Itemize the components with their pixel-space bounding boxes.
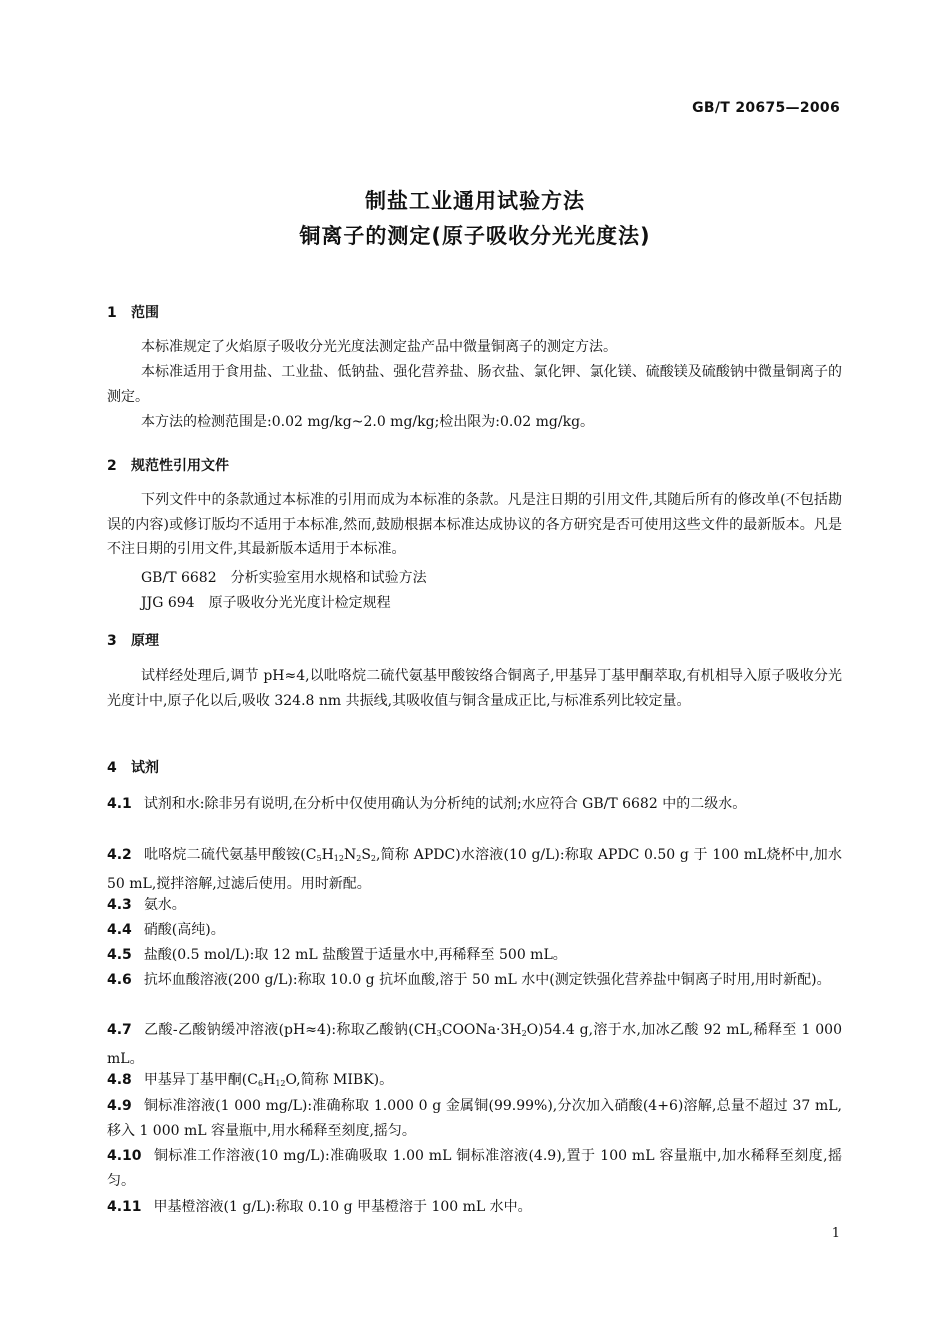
clause-4-8: [107, 1068, 842, 1097]
clause-number: 4.5: [107, 947, 132, 963]
subscript: 6: [258, 1079, 264, 1088]
clause-text: 抗坏血酸溶液(200 g/L):称取 10.0 g 抗坏血酸,溶于 50 mL 水中(测定铁强化营养盐中铜离子时用,用时新配)。: [143, 972, 831, 988]
clause-number: 4.9: [107, 1098, 132, 1114]
clause-4-1: [107, 792, 842, 817]
clause-number: 4.2: [107, 847, 132, 863]
paragraph: 本标准适用于食用盐、工业盐、低钠盐、强化营养盐、肠衣盐、氯化钾、氯化镁、硫酸镁及硫酸钠中微量铜离子的测定。: [107, 364, 842, 405]
paragraph: 本标准规定了火焰原子吸收分光光度法测定盐产品中微量铜离子的测定方法。: [141, 339, 617, 355]
clause-text: COONa·3H: [441, 1022, 522, 1038]
section-number: 3: [107, 633, 117, 649]
paragraph: 下列文件中的条款通过本标准的引用而成为本标准的条款。凡是注日期的引用文件,其随后所有的修改单(不包括勘误的内容)或修订版均不适用于本标准,然而,鼓励根据本标准达成协议的各方研究是否可使用这些文件的最新版本。凡是不注日期的引用文件,其最新版本适用于本标准。: [107, 492, 842, 557]
clause-text: S: [361, 847, 371, 863]
clause-4-9: [107, 1094, 842, 1143]
paragraph: 本方法的检测范围是:0.02 mg/kg~2.0 mg/kg;检出限为:0.02 mg/kg。: [141, 414, 595, 430]
standard-code: GB/T 20675—2006: [692, 100, 840, 116]
clause-4-4: [107, 918, 842, 943]
section-heading-principle: [107, 630, 159, 650]
clause-number: 4.1: [107, 796, 132, 812]
reference-item: JJG 694 原子吸收分光光度计检定规程: [141, 595, 391, 611]
clause-text: ,简称 APDC)水溶液(10 g/L):称取 APDC 0.50 g 于 100 mL烧杯中,加水 50 mL,搅拌溶解,过滤后使用。用时新配。: [107, 847, 842, 892]
clause-number: 4.10: [107, 1148, 142, 1164]
section-heading-reagents: [107, 757, 159, 777]
section-number: 4: [107, 760, 117, 776]
section-number: 1: [107, 305, 117, 321]
clause-4-3: [107, 893, 842, 918]
subscript: 2: [521, 1029, 527, 1038]
clause-text: 铜标准溶液(1 000 mg/L):准确称取 1.000 0 g 金属铜(99.99%),分次加入硝酸(4+6)溶解,总量不超过 37 mL,移入 1 000 mL 容量瓶中,用水稀释至刻度,摇匀。: [107, 1098, 842, 1139]
clause-4-6: [107, 968, 842, 993]
subscript: 2: [370, 854, 377, 863]
subscript: 2: [356, 854, 362, 863]
clause-number: 4.4: [107, 922, 132, 938]
document-title-line1: 制盐工业通用试验方法: [365, 189, 585, 213]
clause-text: 盐酸(0.5 mol/L):取 12 mL 盐酸置于适量水中,再稀释至 500 mL。: [143, 947, 567, 963]
clause-4-10: [107, 1144, 842, 1193]
subscript: 3: [436, 1029, 442, 1038]
section-title: 试剂: [131, 760, 159, 776]
section-number: 2: [107, 458, 117, 474]
section-heading-normative-references: [107, 455, 229, 475]
clause-text: 吡咯烷二硫代氨基甲酸铵(C: [143, 847, 317, 863]
section-title: 范围: [131, 305, 159, 321]
clause-text: 铜标准工作溶液(10 mg/L):准确吸取 1.00 mL 铜标准溶液(4.9),置于 100 mL 容量瓶中,加水稀释至刻度,摇匀。: [107, 1148, 842, 1189]
clause-4-2: [107, 843, 842, 896]
page-number: 1: [831, 1226, 840, 1241]
clause-4-5: [107, 943, 842, 968]
clause-number: 4.3: [107, 897, 132, 913]
clause-number: 4.7: [107, 1022, 132, 1038]
clause-text: 乙酸-乙酸钠缓冲溶液(pH≈4):称取乙酸钠(CH: [143, 1022, 437, 1038]
clause-text: 氨水。: [143, 897, 186, 913]
clause-number: 4.6: [107, 972, 132, 988]
clause-text: 甲基异丁基甲酮(C: [143, 1072, 258, 1088]
reference-item: GB/T 6682 分析实验室用水规格和试验方法: [141, 570, 427, 586]
clause-text: N: [343, 847, 357, 863]
clause-text: O)54.4 g,溶于水,加冰乙酸 92 mL,稀释至 1 000 mL。: [107, 1022, 842, 1067]
clause-text: H: [263, 1072, 276, 1088]
clause-text: 硝酸(高纯)。: [143, 922, 225, 938]
clause-number: 4.11: [107, 1199, 142, 1215]
section-title: 原理: [131, 633, 159, 649]
clause-4-11: [107, 1195, 842, 1220]
paragraph: 试样经处理后,调节 pH≈4,以吡咯烷二硫代氨基甲酸铵络合铜离子,甲基异丁基甲酮萃取,有机相导入原子吸收分光光度计中,原子化以后,吸收 324.8 nm 共振线,其吸收值与铜含量成正比,与标准系列比较定量。: [107, 668, 842, 709]
section-heading-scope: [107, 302, 159, 322]
clause-text: 甲基橙溶液(1 g/L):称取 0.10 g 甲基橙溶于 100 mL 水中。: [153, 1199, 532, 1215]
clause-text: H: [321, 847, 334, 863]
section-title: 规范性引用文件: [131, 458, 229, 474]
document-title-line2: 铜离子的测定(原子吸收分光光度法): [299, 224, 651, 248]
subscript: 5: [316, 854, 322, 863]
subscript: 12: [275, 1079, 286, 1088]
clause-number: 4.8: [107, 1072, 132, 1088]
clause-text: O,简称 MIBK)。: [285, 1072, 394, 1088]
subscript: 12: [333, 854, 344, 863]
clause-4-7: [107, 1018, 842, 1071]
clause-text: 试剂和水:除非另有说明,在分析中仅使用确认为分析纯的试剂;水应符合 GB/T 6682 中的二级水。: [143, 796, 747, 812]
